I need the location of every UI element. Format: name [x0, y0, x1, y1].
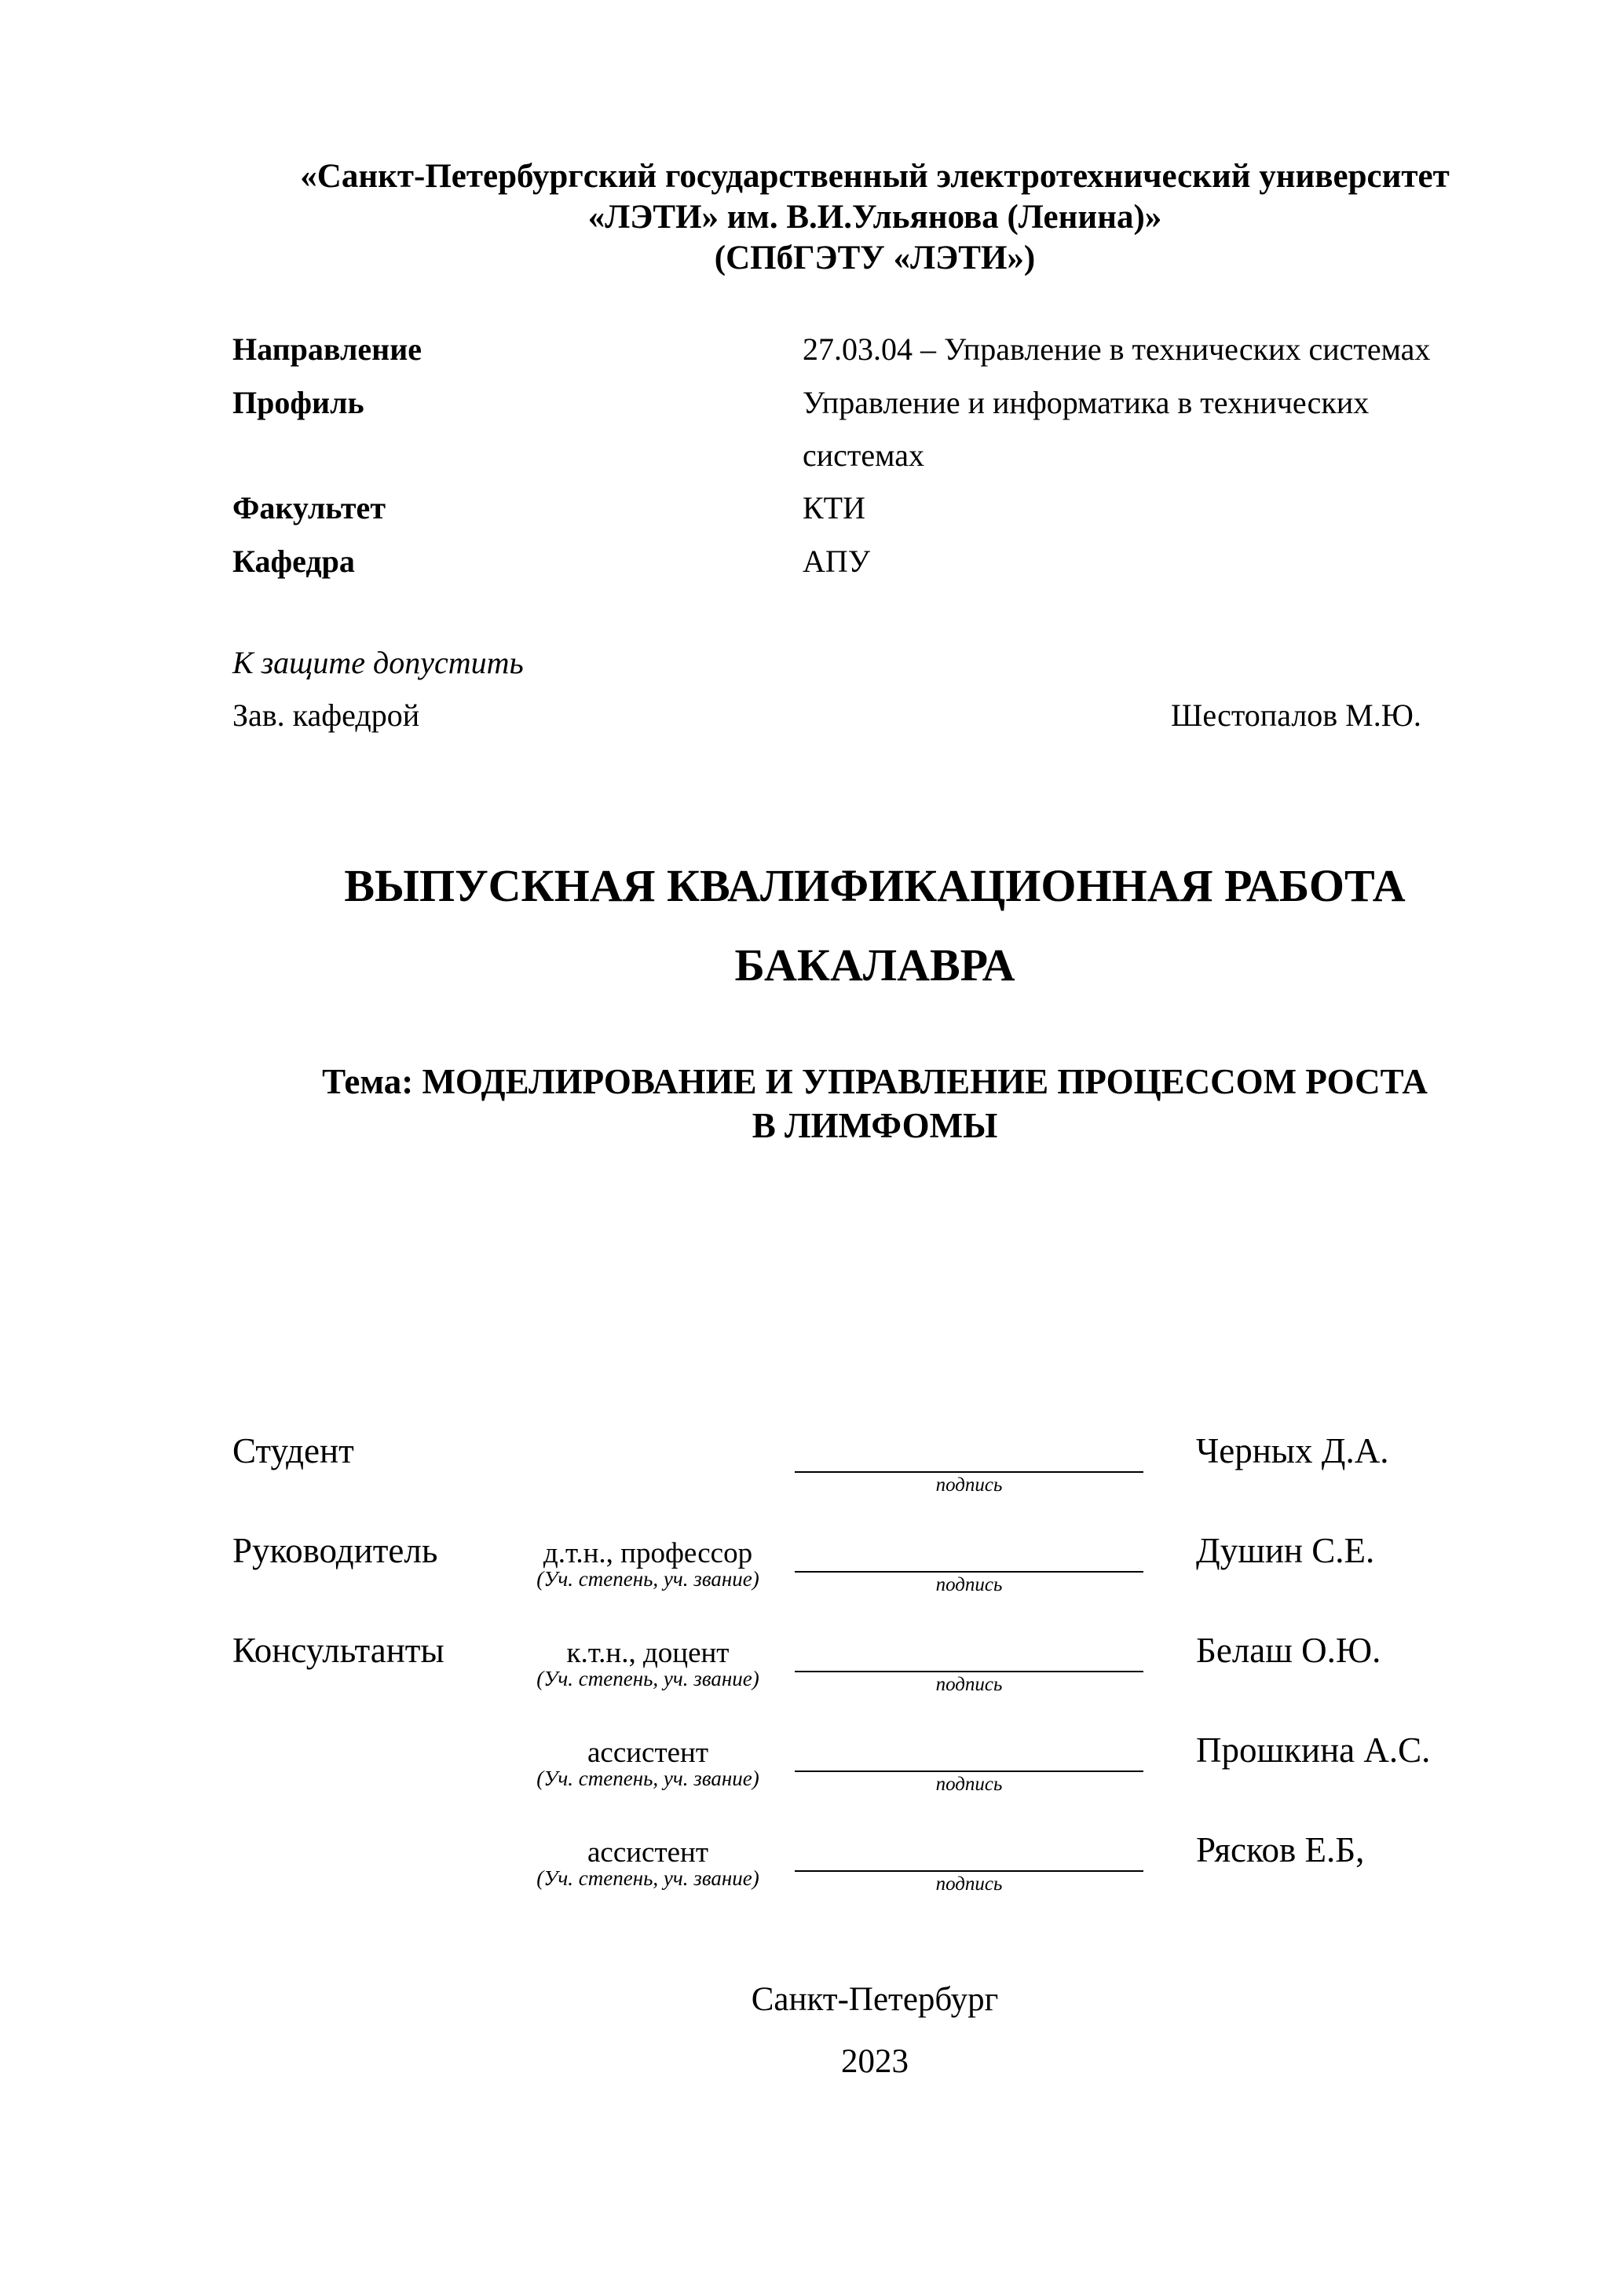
rank-hint: (Уч. степень, уч. звание)	[536, 1767, 759, 1790]
header-line-2: «ЛЭТИ» им. В.И.Ульянова (Ленина)»	[587, 199, 1162, 236]
signature-line	[795, 1571, 1143, 1573]
role-consultants: Консультанты	[232, 1631, 444, 1670]
signature-hint: подпись	[935, 1674, 1003, 1695]
signature-line	[795, 1870, 1143, 1872]
info-label-profile: Профиль	[232, 385, 364, 420]
title-line-2: БАКАЛАВРА	[734, 939, 1015, 991]
role-student: Студент	[232, 1431, 354, 1470]
head-label: Зав. кафедрой	[232, 698, 420, 733]
admission-note: К защите допустить	[232, 645, 524, 680]
signature-hint: подпись	[935, 1574, 1003, 1595]
rank-consultant-3: ассистент	[587, 1836, 709, 1869]
info-value-faculty: КТИ	[803, 490, 865, 525]
name-consultant-3: Рясков Е.Б,	[1196, 1830, 1365, 1869]
name-supervisor: Душин С.Е.	[1196, 1531, 1375, 1570]
info-value-profile: Управление и информатика в технических	[803, 385, 1370, 420]
rank-hint: (Уч. степень, уч. звание)	[536, 1567, 759, 1591]
rank-consultant-2: ассистент	[587, 1737, 709, 1769]
rank-hint: (Уч. степень, уч. звание)	[536, 1866, 759, 1890]
info-label-faculty: Факультет	[232, 490, 386, 525]
info-value-profile-cont: системах	[803, 438, 924, 473]
name-student: Черных Д.А.	[1196, 1431, 1389, 1470]
info-label-department: Кафедра	[232, 544, 355, 579]
name-consultant-2: Прошкина А.С.	[1196, 1730, 1431, 1770]
signature-line	[795, 1471, 1143, 1473]
header-line-3: (СПбГЭТУ «ЛЭТИ»)	[714, 240, 1036, 276]
rank-hint: (Уч. степень, уч. звание)	[536, 1667, 759, 1690]
footer-year: 2023	[841, 2043, 909, 2080]
header-line-1: «Санкт-Петербургский государственный электротехнический университет	[300, 158, 1450, 195]
signature-hint: подпись	[935, 1873, 1003, 1895]
signature-hint: подпись	[935, 1474, 1003, 1496]
name-consultant-1: Белаш О.Ю.	[1196, 1631, 1381, 1670]
title-line-1: ВЫПУСКНАЯ КВАЛИФИКАЦИОННАЯ РАБОТА	[344, 860, 1406, 911]
signature-hint: подпись	[935, 1774, 1003, 1795]
signature-line	[795, 1671, 1143, 1672]
theme-line-1: Тема: МОДЕЛИРОВАНИЕ И УПРАВЛЕНИЕ ПРОЦЕССОМ РОСТА	[322, 1062, 1428, 1101]
info-label-direction: Направление	[232, 331, 422, 367]
rank-consultant-1: к.т.н., доцент	[566, 1637, 730, 1669]
head-name: Шестопалов М.Ю.	[1171, 698, 1421, 733]
footer-city: Санкт-Петербург	[751, 1981, 999, 2018]
info-value-direction: 27.03.04 – Управление в технических системах	[803, 331, 1431, 367]
signature-line	[795, 1771, 1143, 1772]
theme-line-2: В ЛИМФОМЫ	[752, 1106, 998, 1145]
info-value-department: АПУ	[803, 544, 871, 579]
role-supervisor: Руководитель	[232, 1531, 438, 1570]
rank-supervisor: д.т.н., профессор	[543, 1537, 753, 1569]
